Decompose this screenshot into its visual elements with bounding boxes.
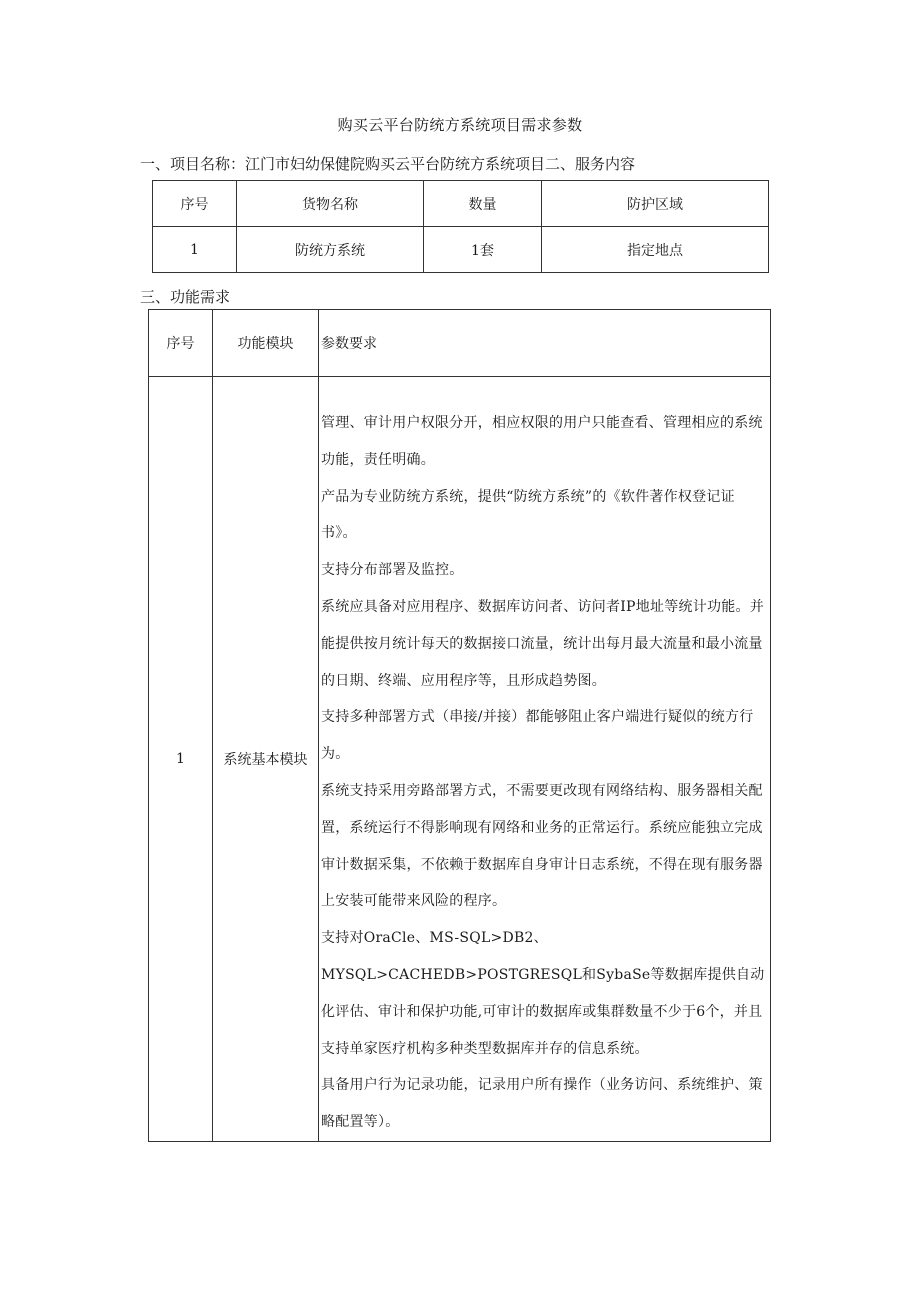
section-function-requirements: 三、功能需求 bbox=[140, 288, 231, 306]
param-item: 支持分布部署及监控。 bbox=[321, 562, 464, 579]
cell-number: 1 bbox=[153, 227, 237, 273]
header-cell-number: 序号 bbox=[149, 310, 213, 377]
cell-quantity: 1套 bbox=[424, 227, 542, 273]
header-cell-goods-name: 货物名称 bbox=[237, 181, 424, 227]
table-row bbox=[153, 227, 769, 273]
header-cell-quantity: 数量 bbox=[424, 181, 542, 227]
param-item: 产品为专业防统方系统，提供“防统方系统”的《软件著作权登记证书》。 bbox=[321, 488, 735, 542]
param-item: 支持多种部署方式（串接/并接）都能够阻止客户端进行疑似的统方行为。 bbox=[321, 709, 754, 763]
cell-goods-name: 防统方系统 bbox=[237, 227, 424, 273]
cell-params bbox=[319, 377, 771, 1142]
header-cell-params: 参数要求 bbox=[319, 310, 771, 377]
goods-table bbox=[152, 180, 769, 273]
header-cell-number: 序号 bbox=[153, 181, 237, 227]
param-item: 系统支持采用旁路部署方式，不需要更改现有网络结构、服务器相关配置，系统运行不得影响现有网络和业务的正常运行。系统应能独立完成审计数据采集，不依赖于数据库自身审计日志系统，不得在现有服务器上安装可能带来风险的程序。 bbox=[321, 782, 763, 910]
cell-module: 系统基本模块 bbox=[213, 377, 319, 1142]
header-cell-module: 功能模块 bbox=[213, 310, 319, 377]
table-row bbox=[149, 377, 771, 1142]
cell-number: 1 bbox=[149, 377, 213, 1142]
section-project-name: 一、项目名称：江门市妇幼保健院购买云平台防统方系统项目二、服务内容 bbox=[140, 155, 636, 173]
function-table bbox=[148, 309, 771, 1142]
param-item: 支持对OraCle、MS-SQL>DB2、MYSQL>CACHEDB>POSTGRESQL和SybaSe等数据库提供自动化评估、审计和保护功能,可审计的数据库或集群数量不少于6个，并且支持单家医疗机构多种类型数据库并存的信息系统。 bbox=[321, 930, 765, 1057]
header-cell-protection-area: 防护区域 bbox=[542, 181, 769, 227]
goods-table-header bbox=[153, 181, 769, 227]
param-item: 系统应具备对应用程序、数据库访问者、访问者IP地址等统计功能。并能提供按月统计每天的数据接口流量，统计出每月最大流量和最小流量的日期、终端、应用程序等，且形成趋势图。 bbox=[321, 598, 764, 689]
param-item: 管理、审计用户权限分开，相应权限的用户只能查看、管理相应的系统功能，责任明确。 bbox=[321, 415, 763, 468]
cell-protection-area: 指定地点 bbox=[542, 227, 769, 273]
document-title: 购买云平台防统方系统项目需求参数 bbox=[337, 116, 583, 134]
function-table-header bbox=[149, 310, 771, 377]
param-item: 具备用户行为记录功能，记录用户所有操作（业务访问、系统维护、策略配置等）。 bbox=[321, 1077, 763, 1131]
